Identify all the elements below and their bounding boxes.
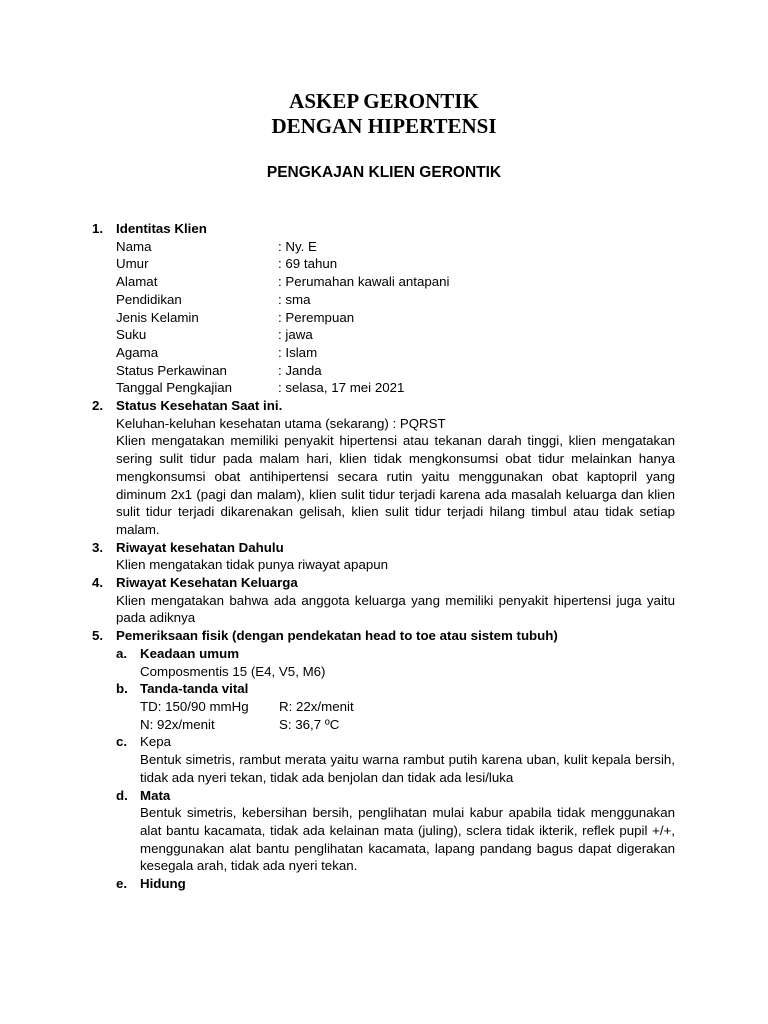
subsection-mata	[116, 787, 675, 876]
field-row	[116, 273, 675, 291]
doc-subtitle: PENGKAJAN KLIEN GERONTIK	[266, 164, 502, 181]
field-value: : selasa, 17 mei 2021	[278, 380, 405, 396]
doc-title-line1: ASKEP GERONTIK	[289, 89, 479, 113]
subsection-keadaan-umum	[116, 645, 675, 680]
field-label: Pendidikan	[116, 291, 182, 307]
section-number: 5.	[92, 628, 104, 644]
section-title: Pemeriksaan fisik (dengan pendekatan head to toe atau sistem tubuh)	[116, 628, 558, 644]
section-pemeriksaan-fisik	[92, 627, 675, 893]
subsection-letter: b.	[116, 681, 128, 697]
section-title: Riwayat kesehatan Dahulu	[116, 539, 284, 555]
subsection-text: Bentuk simetris, rambut merata yaitu warna rambut putih karena uban, kulit kepala bersih, tidak ada nyeri tekan, tidak ada benjolan dan tidak ada lesi/luka	[140, 752, 675, 785]
subsection-letter: c.	[116, 734, 128, 750]
subsection-letter: a.	[116, 645, 128, 661]
subsection-kepala	[116, 733, 675, 786]
subsection-tanda-vital	[116, 680, 675, 733]
vital-td: TD: 150/90 mmHg	[140, 698, 249, 714]
section-status-kesehatan	[92, 397, 675, 539]
section-title: Identitas Klien	[116, 221, 207, 236]
subsection-hidung	[116, 875, 675, 893]
field-row	[116, 291, 675, 309]
vital-s: S: 36,7 ºC	[279, 716, 340, 732]
section-number: 2.	[92, 398, 104, 414]
subsection-title: Mata	[140, 787, 171, 803]
vital-r: R: 22x/menit	[279, 698, 354, 714]
field-label: Umur	[116, 256, 149, 272]
doc-title-line2: DENGAN HIPERTENSI	[271, 114, 497, 138]
field-value: : sma	[278, 291, 311, 307]
section-number: 4.	[92, 575, 104, 591]
vital-row	[140, 716, 675, 734]
field-row	[116, 255, 675, 273]
field-value: : Janda	[278, 362, 322, 378]
field-value: : Ny. E	[278, 238, 317, 254]
subsection-title: Keadaan umum	[140, 645, 240, 661]
section-riwayat-dahulu	[92, 539, 675, 574]
field-row	[116, 238, 675, 256]
section-paragraph: Klien mengatakan bahwa ada anggota keluarga yang memiliki penyakit hipertensi juga yaitu pada adiknya	[116, 592, 675, 626]
field-row	[116, 309, 675, 327]
subsection-title: Kepa	[140, 734, 172, 750]
subsection-letter: d.	[116, 787, 128, 803]
document-content	[92, 220, 675, 893]
field-value: : Perumahan kawali antapani	[278, 274, 450, 290]
vital-n: N: 92x/menit	[140, 716, 215, 732]
subsection-text: Composmentis 15 (E4, V5, M6)	[140, 663, 326, 679]
field-label: Suku	[116, 327, 147, 343]
section-paragraph: Klien mengatakan tidak punya riwayat apapun	[116, 557, 389, 573]
section-title: Status Kesehatan Saat ini.	[116, 398, 283, 414]
section-line: Keluhan-keluhan kesehatan utama (sekarang) : PQRST	[116, 415, 446, 431]
vital-row	[140, 698, 675, 716]
field-label: Tanggal Pengkajian	[116, 380, 233, 396]
section-number: 1.	[92, 221, 104, 236]
subsection-title: Hidung	[140, 876, 186, 892]
subsection-text: Bentuk simetris, kebersihan bersih, penglihatan mulai kabur apabila tidak menggunakan alat bantu kacamata, tidak ada kelainan mata (juling), sclera tidak ikterik, reflek pupil +/+, menggunakan alat bantu penglihatan kacamata, lapang pandang bagus dapat digerakan kesegala arah, tidak ada nyeri tekan.	[140, 805, 675, 874]
field-label: Alamat	[116, 274, 158, 290]
field-row	[116, 379, 675, 397]
field-label: Jenis Kelamin	[116, 309, 199, 325]
section-identitas	[92, 220, 675, 397]
section-title: Riwayat Kesehatan Keluarga	[116, 575, 298, 591]
field-label: Nama	[116, 238, 152, 254]
subsection-letter: e.	[116, 876, 128, 892]
field-label: Status Perkawinan	[116, 362, 227, 378]
section-number: 3.	[92, 539, 104, 555]
field-row	[116, 362, 675, 380]
field-value: : 69 tahun	[278, 256, 338, 272]
field-row	[116, 344, 675, 362]
field-value: : jawa	[278, 327, 313, 343]
section-riwayat-keluarga	[92, 574, 675, 627]
field-row	[116, 326, 675, 344]
field-value: : Perempuan	[278, 309, 355, 325]
section-paragraph: Klien mengatakan memiliki penyakit hipertensi atau tekanan darah tinggi, klien mengatakan sering sulit tidur pada malam hari, klien tidak mengkonsumsi obat tidur melainkan hanya mengkonsumsi obat antihipertensi secara rutin yaitu menggunakan obat kaptopril yang diminum 2x1 (pagi dan malam), klien sulit tidur terjadi karena ada masalah keluarga dan klien sulit tidur terjadi dikarenakan gelisah, klien sulit tidur terjadi hilang timbul atau tidak setiap malam.	[116, 433, 675, 537]
field-value: : Islam	[278, 344, 318, 360]
field-label: Agama	[116, 344, 159, 360]
subsection-title: Tanda-tanda vital	[140, 681, 249, 697]
